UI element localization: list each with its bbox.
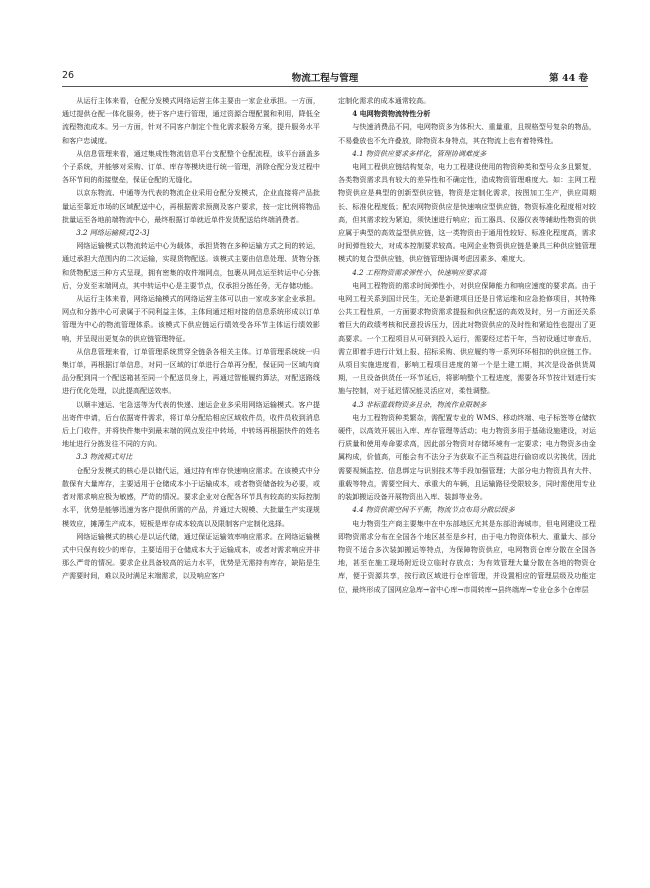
left-column	[62, 94, 320, 583]
paragraph: 从信息管理来看，通过集成性物流信息平台支配整个仓配流程，该平台涵盖多个子系统，并能够对采购、订单、库存等模块进行统一管理，消除仓配分发过程中各环节间的衔接壁垒，保证仓配的无缝化。	[62, 148, 320, 185]
paragraph: 从运行主体来看，仓配分发模式网络运营主体主要由一家企业承担。一方面，通过提供仓配一体化服务，使于客户进行管理，通过资源合理配置和利用，降低全流程物流成本。另一方面，针对不同客户制定个性化需求服务方案，提升服务水平和客户忠诚度。	[62, 96, 320, 145]
journal-title: 物流工程与管理	[291, 73, 359, 84]
paragraph: 电网工程供应链结构复杂，电力工程建设使用的物资种类和型号众多且繁复，各类物资需求具有较大的差异性和不确定性，造成物资管理难度大。如：主网工程物资供应是典型的创新型供应链，物资是定制化需求，按图加工生产，供应周期长、标准化程度低；配农网物资供应是快速响应型供应链，物资标准化程度相对较高，但其需求较为紧迫，须快速进行响应；而工器具、仪器仪表等辅助性物资的供应属于典型的高效益型供应链，这一类物资由于通用性较好、标准化程度高，需求时间弹性较大，对成本控制要求较高。电网企业物资供应链是兼具三种供应链管理模式的复合型供应链，供应链管理协调考虑因素多、难度大。	[338, 162, 596, 264]
paragraph: 仓配分发模式的核心是以储代运，通过持有库存快速响应需求。在该模式中分散保有大量库存，主要适用于仓储成本小于运输成本，或者物资储备较为必要，或者对需求响应极为敏感，严苛的情况。要求企业对仓配各环节具有较高的实际控制水平，优势是能够迅速为客户提供所需的产品，并通过大规模、大批量生产实现规模效应，摊薄生产成本，短板是库存成本较高以及限制客户定制化选择。	[62, 465, 320, 528]
paragraph: 电力物资生产商主要集中在中东部地区尤其是东部沿海城市，但电网建设工程即物资需求分布在全国各个地区甚至是乡村，由于电力物资体积大、重量大、部分物资不适合多次装卸搬运等特点，为保障物资供应，电网物资仓库分散在全国各地，甚至在施工现场附近设立临时存放点；为有效管理大量分散在各地的物资仓库，便于资源共享，按行政区域进行仓库管理，并设置相应的管理层级及功能定位，最终形成了国网应急库→省中心库→市周转库→县终端库→专业仓多个仓库层	[338, 518, 596, 594]
volume-label: 第 44 卷	[549, 73, 588, 84]
paragraph: 从运行主体来看，网络运输模式的网络运营主体可以由一家或多家企业承担。网点和分拣中心可隶属于不同利益主体，主体间通过相对接的信息系统形成以订单管理为中心的物流管理体系。该模式下供应链运行绩效受各环节主体运行绩效影响，并呈现出更复杂的供应链管理特征。	[62, 294, 320, 343]
section-heading: 4 电网物资物流特性分析	[352, 109, 431, 119]
paragraph: 定制化需求的成本通常较高。	[338, 96, 431, 105]
subsection-heading: 3.3 物流模式对比	[76, 452, 133, 462]
paragraph: 与快速消费品不同，电网物资多为体积大、重量重，且规格型号复杂的物品，不易叠放也不允许叠放，除物资本身特点，其在物流上也有着特殊性。	[338, 122, 596, 145]
subsection-heading: 4.4 物资供需空间不平衡，物流节点布局分散层级多	[352, 505, 515, 515]
page-header	[62, 64, 588, 87]
page-number: 26	[62, 70, 75, 81]
subsection-heading: 4.3 非标重载物资多且杂，物流作业限制多	[352, 399, 487, 409]
paragraph: 以顺丰速运、宅急送等为代表的快递、速运企业多采用网络运输模式。客户提出寄件申请，后台依据寄件需求，将订单分配给相应区域收件员，收件员收到消息后上门收件，并将快件集中到最末端的网点发往中转场，中转场再根据快件的姓名地址进行分拣发往不同的方向。	[62, 399, 320, 449]
right-column	[338, 94, 596, 596]
paragraph: 以京东物流、中通等为代表的物流企业采用仓配分发模式，企业直接将产品批量运至靠近市场的区域配送中心，再根据需求预测及客户要求，按一定比例将物品批量运至各地前端物流中心，最终根据订单就近单件发货配送给终端消费者。	[62, 188, 320, 224]
paragraph: 从信息管理来看，订单管理系统贯穿全链条各相关主体。订单管理系统统一归集订单，再根据订单信息，对同一区域的订单进行合单再分配，保证同一区域内商品分配到同一个配送箱甚至同一个配送员身上，再通过智能履约算法，对配送路线进行优化处理，以此提高配送效率。	[62, 346, 320, 396]
paragraph: 电力工程物资种类繁杂，需配置专业的 WMS、移动终端、电子标签等仓储软硬件，以高效开展出入库、库存管理等活动；电力物资多用于基础设施建设，对运行质量和使用寿命要求高，因此部分物资对存储环境有一定要求；电力物资多由金属构成，价值高，可能会有不法分子为获取不正当利益进行偷窃或以劣换优，因此需要视频监控、信息绑定与识别技术等手段加强管理；大部分电力物资具有大件、重载等特点，需要空间大、承重大的车辆，且运输路径受限较多，同时需使用专业的装卸搬运设备开展物资出入库、装卸等业务。	[338, 412, 596, 502]
paragraph: 网络运输模式以物流转运中心为载体，承担货物在多种运输方式之间的转运，通过承担大范围内的二次运输，实现货物配送。该模式主要由信息处理、货物分拣和货物配送三种方式呈现，拥有密集的收件端网点，包裹从网点运至转运中心分拣后，分发至末端网点，其中转运中心是主要节点，仅承担分拣任务，无存储功能。	[62, 241, 320, 290]
paragraph: 网络运输模式的核心是以运代储，通过保证运输效率响应需求。在网络运输模式中只保有较少的库存，主要适用于仓储成本大于运输成本，或者对需求响应并非那么严苛的情况。要求企业具备较高的运力水平，优势是无需持有库存，缺陷是生产需要时间，难以及时满足末端需求，以及响应客户	[62, 531, 320, 581]
paragraph: 电网工程物资的需求时间弹性小，对供应保障能力和响应速度的要求高。由于电网工程关系到国计民生，无论是新建项目还是日常运维和应急抢修项目，其特殊公共工程性质，一方面要求物资需求提报和供应配送的高效及时，另一方面还关系着巨大的政绩考核和民意投诉压力，因此对物资供应的及时性和紧迫性也提出了更高要求。一个工程项目从可研到投入运行，需要经过若干年，当初设通过审查后，需立即着手进行计划上报、招标采购、供应履约等一系列环环相扣的供应链工作。从项目实施进度看，影响工程项目进度的第一个是土建工期，其次是设备供货周期，一旦设备供货任一环节延后，将影响整个工程进度，需要各环节按计划进行实施与控制，对于延迟情况能灵活应对，柔性调整。	[338, 280, 596, 396]
subsection-heading: 4.1 物资供应要求多样化，管理协调难度多	[352, 148, 487, 158]
subsection-heading: 3.2 网络运输模式[2-3]	[76, 228, 150, 238]
subsection-heading: 4.2 工程物资需求弹性小，快速响应要求高	[352, 267, 487, 277]
